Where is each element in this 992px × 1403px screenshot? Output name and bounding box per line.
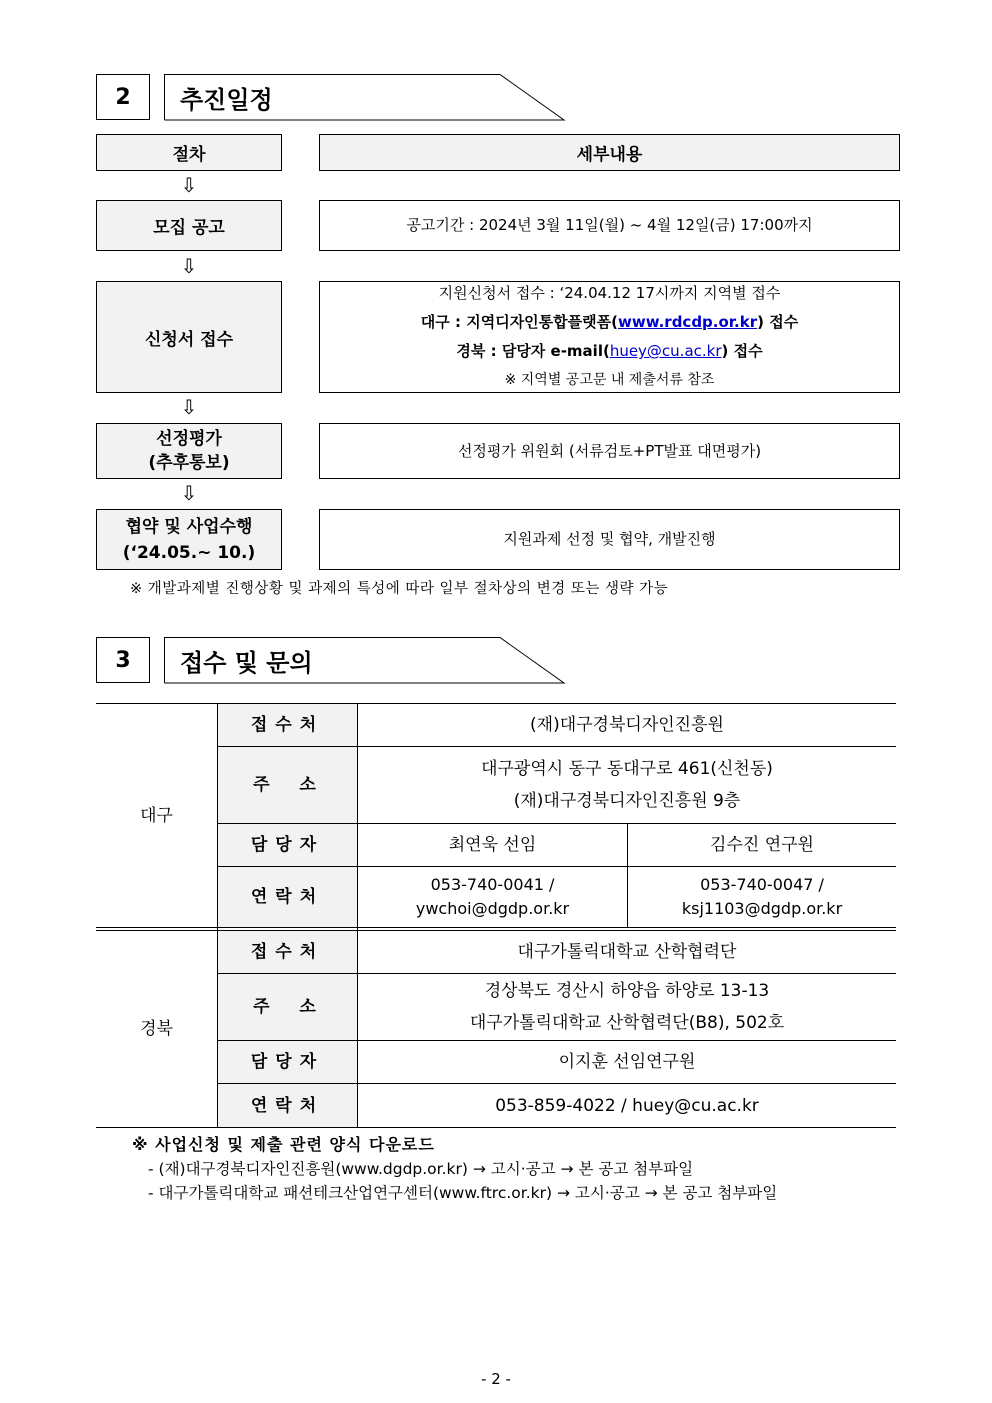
section-number: 3 — [96, 637, 150, 683]
label-address: 주 소 — [218, 974, 357, 1040]
rdcdp-link[interactable]: www.rdcdp.or.kr — [617, 313, 758, 331]
label-contact: 연락처 — [218, 1084, 357, 1127]
address-line: (재)대구경북디자인진흥원 9층 — [513, 791, 741, 811]
step-evaluation-detail — [319, 423, 900, 479]
step-label: 선정평가 — [156, 429, 222, 449]
step-evaluation — [96, 423, 282, 479]
download-line-dgdp: - (재)대구경북디자인진흥원(www.dgdp.or.kr) → 고시·공고 → 본 공고 첨부파일 — [148, 1160, 694, 1178]
label-office: 접수처 — [218, 931, 357, 973]
detail-text: ) 접수 — [721, 342, 763, 360]
down-arrow-icon: ⇩ — [180, 173, 198, 197]
daegu-contact-2 — [628, 867, 896, 927]
step-recruit-notice-detail — [319, 200, 900, 251]
label-office: 접수처 — [218, 704, 357, 746]
label-manager: 담당자 — [218, 1041, 357, 1083]
step-recruit-notice — [96, 200, 282, 251]
label-contact: 연락처 — [218, 867, 357, 927]
schedule-note: ※ 개발과제별 진행상황 및 과제의 특성에 따라 일부 절차상의 변경 또는 생략 가능 — [130, 581, 669, 597]
download-title: ※ 사업신청 및 제출 관련 양식 다운로드 — [132, 1135, 435, 1154]
table-border — [96, 927, 896, 928]
column-header-step: 절차 — [96, 134, 282, 171]
contact-phone: 053-740-0047 / — [700, 875, 824, 894]
step-label: (추후통보) — [148, 453, 230, 473]
region-daegu: 대구 — [140, 805, 173, 826]
gyeongbuk-contact: 053-859-4022 / huey@cu.ac.kr — [495, 1095, 759, 1116]
daegu-contact-1 — [358, 867, 627, 927]
daegu-address — [358, 747, 896, 823]
down-arrow-icon: ⇩ — [180, 395, 198, 419]
table-border — [96, 1127, 896, 1128]
detail-text-daegu — [421, 308, 798, 337]
step-application — [96, 281, 282, 393]
section-title: 접수 및 문의 — [180, 648, 313, 677]
daegu-manager-2: 김수진 연구원 — [710, 835, 814, 855]
page-number: - 2 - — [481, 1370, 511, 1388]
address-line: 대구광역시 동구 동대구로 461(신천동) — [481, 759, 773, 779]
address-line: 대구가톨릭대학교 산학협력단(B8), 502호 — [469, 1013, 785, 1033]
section-title: 추진일정 — [180, 85, 273, 114]
region-gyeongbuk: 경북 — [140, 1019, 173, 1039]
step-application-detail — [319, 281, 900, 393]
detail-text: 대구 : 지역디자인통합플랫폼( — [420, 313, 618, 331]
email-link[interactable]: huey@cu.ac.kr — [609, 342, 722, 360]
down-arrow-icon: ⇩ — [180, 481, 198, 505]
down-arrow-icon: ⇩ — [180, 254, 198, 278]
detail-text: ) 접수 — [757, 313, 799, 331]
detail-text: 경북 : 담당자 e-mail( — [456, 342, 610, 360]
column-header-detail: 세부내용 — [319, 134, 900, 171]
detail-text: 공고기간 : 2024년 3월 11일(월) ~ 4월 12일(금) 17:00까지 — [406, 216, 813, 234]
address-line: 경상북도 경산시 하양읍 하양로 13-13 — [484, 981, 770, 1001]
step-label: (‘24.05.~ 10.) — [122, 542, 256, 563]
gyeongbuk-office: 대구가톨릭대학교 산학협력단 — [517, 942, 737, 962]
daegu-office: (재)대구경북디자인진흥원 — [530, 715, 724, 735]
label-address: 주 소 — [218, 747, 357, 823]
step-label: 모집 공고 — [153, 218, 225, 238]
step-label: 협약 및 사업수행 — [125, 516, 253, 537]
section-number: 2 — [96, 74, 150, 120]
detail-note: ※ 지역별 공고문 내 제출서류 참조 — [504, 372, 715, 388]
download-line-ftrc: - 대구가톨릭대학교 패션테크산업연구센터(www.ftrc.or.kr) → 고시·공고 → 본 공고 첨부파일 — [148, 1184, 778, 1202]
gyeongbuk-address — [358, 974, 896, 1040]
detail-text: 지원신청서 접수 : ‘24.04.12 17시까지 지역별 접수 — [438, 284, 781, 302]
gyeongbuk-manager: 이지훈 선임연구원 — [558, 1052, 696, 1072]
detail-text: 선정평가 위원회 (서류검토+PT발표 대면평가) — [457, 441, 762, 460]
step-label: 신청서 접수 — [144, 329, 234, 350]
contact-email: ksj1103@dgdp.or.kr — [681, 899, 843, 918]
contact-email: ywchoi@dgdp.or.kr — [415, 899, 570, 918]
step-agreement — [96, 509, 282, 570]
step-agreement-detail — [319, 509, 900, 570]
detail-text-gyeongbuk — [456, 337, 762, 366]
label-manager: 담당자 — [218, 824, 357, 866]
daegu-manager-1: 최연욱 선임 — [448, 835, 537, 855]
detail-text: 지원과제 선정 및 협약, 개발진행 — [503, 530, 716, 548]
contact-phone: 053-740-0041 / — [430, 875, 555, 894]
